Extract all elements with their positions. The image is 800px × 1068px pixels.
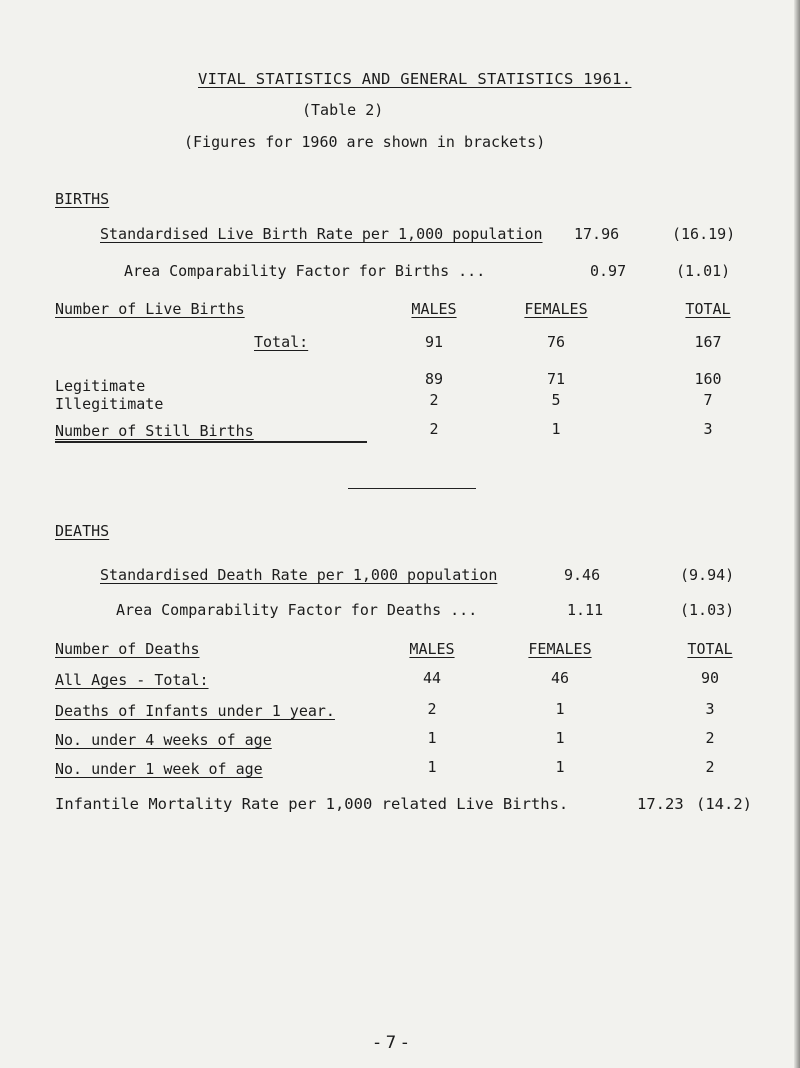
live-births-label: Number of Live Births: [55, 300, 245, 318]
deaths-row-4-weeks-females: 1: [555, 729, 565, 747]
births-row-legitimate-total: 160: [694, 370, 722, 388]
deaths-row-all-ages-males: 44: [422, 669, 442, 687]
births-row-total-total: 167: [694, 333, 722, 351]
deaths-row-infants-females: 1: [555, 700, 565, 718]
deaths-row-1-week-females: 1: [555, 758, 565, 776]
births-col-males: MALES: [411, 300, 457, 318]
infant-mortality-label: Infantile Mortality Rate per 1,000 related Live Births.: [55, 795, 569, 813]
still-births-label: Number of Still Births: [55, 422, 254, 440]
deaths-row-1-week-total: 2: [705, 758, 715, 776]
page-number: - 7 -: [374, 1033, 408, 1053]
deaths-section-label: DEATHS: [55, 522, 110, 540]
births-row-illegitimate-total: 7: [703, 391, 713, 409]
births-row-total-label: Total:: [254, 333, 309, 351]
birth-rate-value: 17.96: [574, 225, 620, 243]
births-section-label: BIRTHS: [55, 190, 110, 208]
birth-acf-value: 0.97: [590, 262, 627, 280]
death-acf-value: 1.11: [567, 601, 604, 619]
births-row-legitimate-females: 71: [546, 370, 566, 388]
deaths-row-all-ages-label: All Ages - Total:: [55, 671, 209, 689]
deaths-col-males: MALES: [409, 640, 455, 658]
deaths-row-all-ages-females: 46: [550, 669, 570, 687]
births-row-legitimate-label: Legitimate: [55, 377, 146, 395]
still-births-rule: [55, 441, 367, 443]
death-acf-prev: (1.03): [680, 601, 735, 619]
brackets-note: (Figures for 1960 are shown in brackets): [184, 133, 546, 151]
births-row-total-males: 91: [424, 333, 444, 351]
births-row-illegitimate-label: Illegitimate: [55, 395, 164, 413]
birth-rate-label: Standardised Live Birth Rate per 1,000 population: [100, 225, 543, 243]
deaths-row-1-week-label: No. under 1 week of age: [55, 760, 263, 778]
births-col-females: FEMALES: [524, 300, 588, 318]
deaths-row-1-week-males: 1: [427, 758, 437, 776]
births-col-total: TOTAL: [685, 300, 731, 318]
deaths-col-females: FEMALES: [528, 640, 592, 658]
still-births-males: 2: [429, 420, 439, 438]
births-row-illegitimate-males: 2: [429, 391, 439, 409]
deaths-row-4-weeks-label: No. under 4 weeks of age: [55, 731, 272, 749]
table-label: (Table 2): [302, 101, 384, 119]
deaths-count-label: Number of Deaths: [55, 640, 200, 658]
infant-mortality-prev: (14.2): [696, 795, 752, 813]
infant-mortality-value: 17.23: [637, 795, 684, 813]
still-births-females: 1: [551, 420, 561, 438]
death-acf-label: Area Comparability Factor for Deaths ...: [116, 601, 478, 619]
deaths-row-infants-males: 2: [427, 700, 437, 718]
death-rate-value: 9.46: [564, 566, 601, 584]
birth-rate-prev: (16.19): [672, 225, 736, 243]
death-rate-label: Standardised Death Rate per 1,000 population: [100, 566, 498, 584]
deaths-col-total: TOTAL: [687, 640, 733, 658]
births-row-total-females: 76: [546, 333, 566, 351]
death-rate-prev: (9.94): [680, 566, 735, 584]
deaths-row-infants-total: 3: [705, 700, 715, 718]
deaths-row-4-weeks-total: 2: [705, 729, 715, 747]
deaths-row-infants-label: Deaths of Infants under 1 year.: [55, 702, 335, 720]
still-births-total: 3: [703, 420, 713, 438]
birth-acf-prev: (1.01): [676, 262, 731, 280]
deaths-row-all-ages-total: 90: [700, 669, 720, 687]
births-row-legitimate-males: 89: [424, 370, 444, 388]
birth-acf-label: Area Comparability Factor for Births ...: [124, 262, 486, 280]
section-divider: [348, 488, 476, 489]
document-title: VITAL STATISTICS AND GENERAL STATISTICS 1961.: [198, 70, 632, 88]
births-row-illegitimate-females: 5: [551, 391, 561, 409]
deaths-row-4-weeks-males: 1: [427, 729, 437, 747]
page-edge-shadow: [794, 0, 800, 1068]
